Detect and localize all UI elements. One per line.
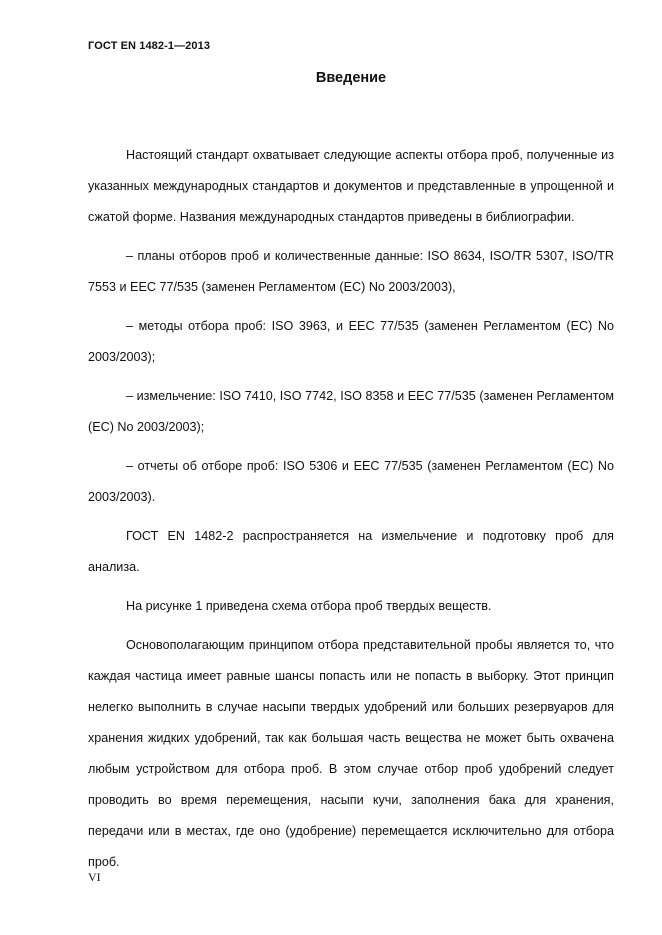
- section-title: Введение: [315, 70, 387, 86]
- list-item-sampling-reports: – отчеты об отборе проб: ISO 5306 и EEC 77/535 (заменен Регламентом (ЕС) No 2003/2003).: [88, 459, 614, 504]
- body-text: [88, 140, 614, 886]
- paragraph-intro: Настоящий стандарт охватывает следующие аспекты отбора проб, полученные из указанных международных стандартов и документов и представленные в упрощенной и сжатой форме. Названия международных стандартов приведены в библиографии.: [88, 148, 614, 224]
- list-item-sampling-methods: – методы отбора проб: ISO 3963, и EEC 77/535 (заменен Регламентом (ЕС) No 2003/2003);: [88, 319, 614, 364]
- paragraph-gost-part2: ГОСТ EN 1482-2 распространяется на измельчение и подготовку проб для анализа.: [88, 529, 614, 574]
- paragraph-figure-reference: На рисунке 1 приведена схема отбора проб твердых веществ.: [126, 599, 492, 613]
- page-number: VI: [88, 870, 101, 884]
- paragraph-sampling-principle: Основополагающим принципом отбора представительной пробы является то, что каждая частица имеет равные шансы попасть или не попасть в выборку. Этот принцип нелегко выполнить в случае насыпи твердых удобрений или больших резервуаров для хранения жидких удобрений, так как большая часть вещества не может быть охвачена любым устройством для отбора проб. В этом случае отбор проб удобрений следует проводить во время перемещения, насыпи кучи, заполнения бака для хранения, передачи или в местах, где оно (удобрение) перемещается исключительно для отбора проб.: [88, 638, 614, 869]
- document-code-header: ГОСТ EN 1482-1—2013: [88, 40, 211, 52]
- list-item-reduction: – измельчение: ISO 7410, ISO 7742, ISO 8358 и EEC 77/535 (заменен Регламентом (ЕС) No 2003/2003);: [88, 389, 614, 434]
- list-item-sampling-plans: – планы отборов проб и количественные данные: ISO 8634, ISO/TR 5307, ISO/TR 7553 и EEC 77/535 (заменен Регламентом (ЕС) No 2003/2003),: [88, 249, 614, 294]
